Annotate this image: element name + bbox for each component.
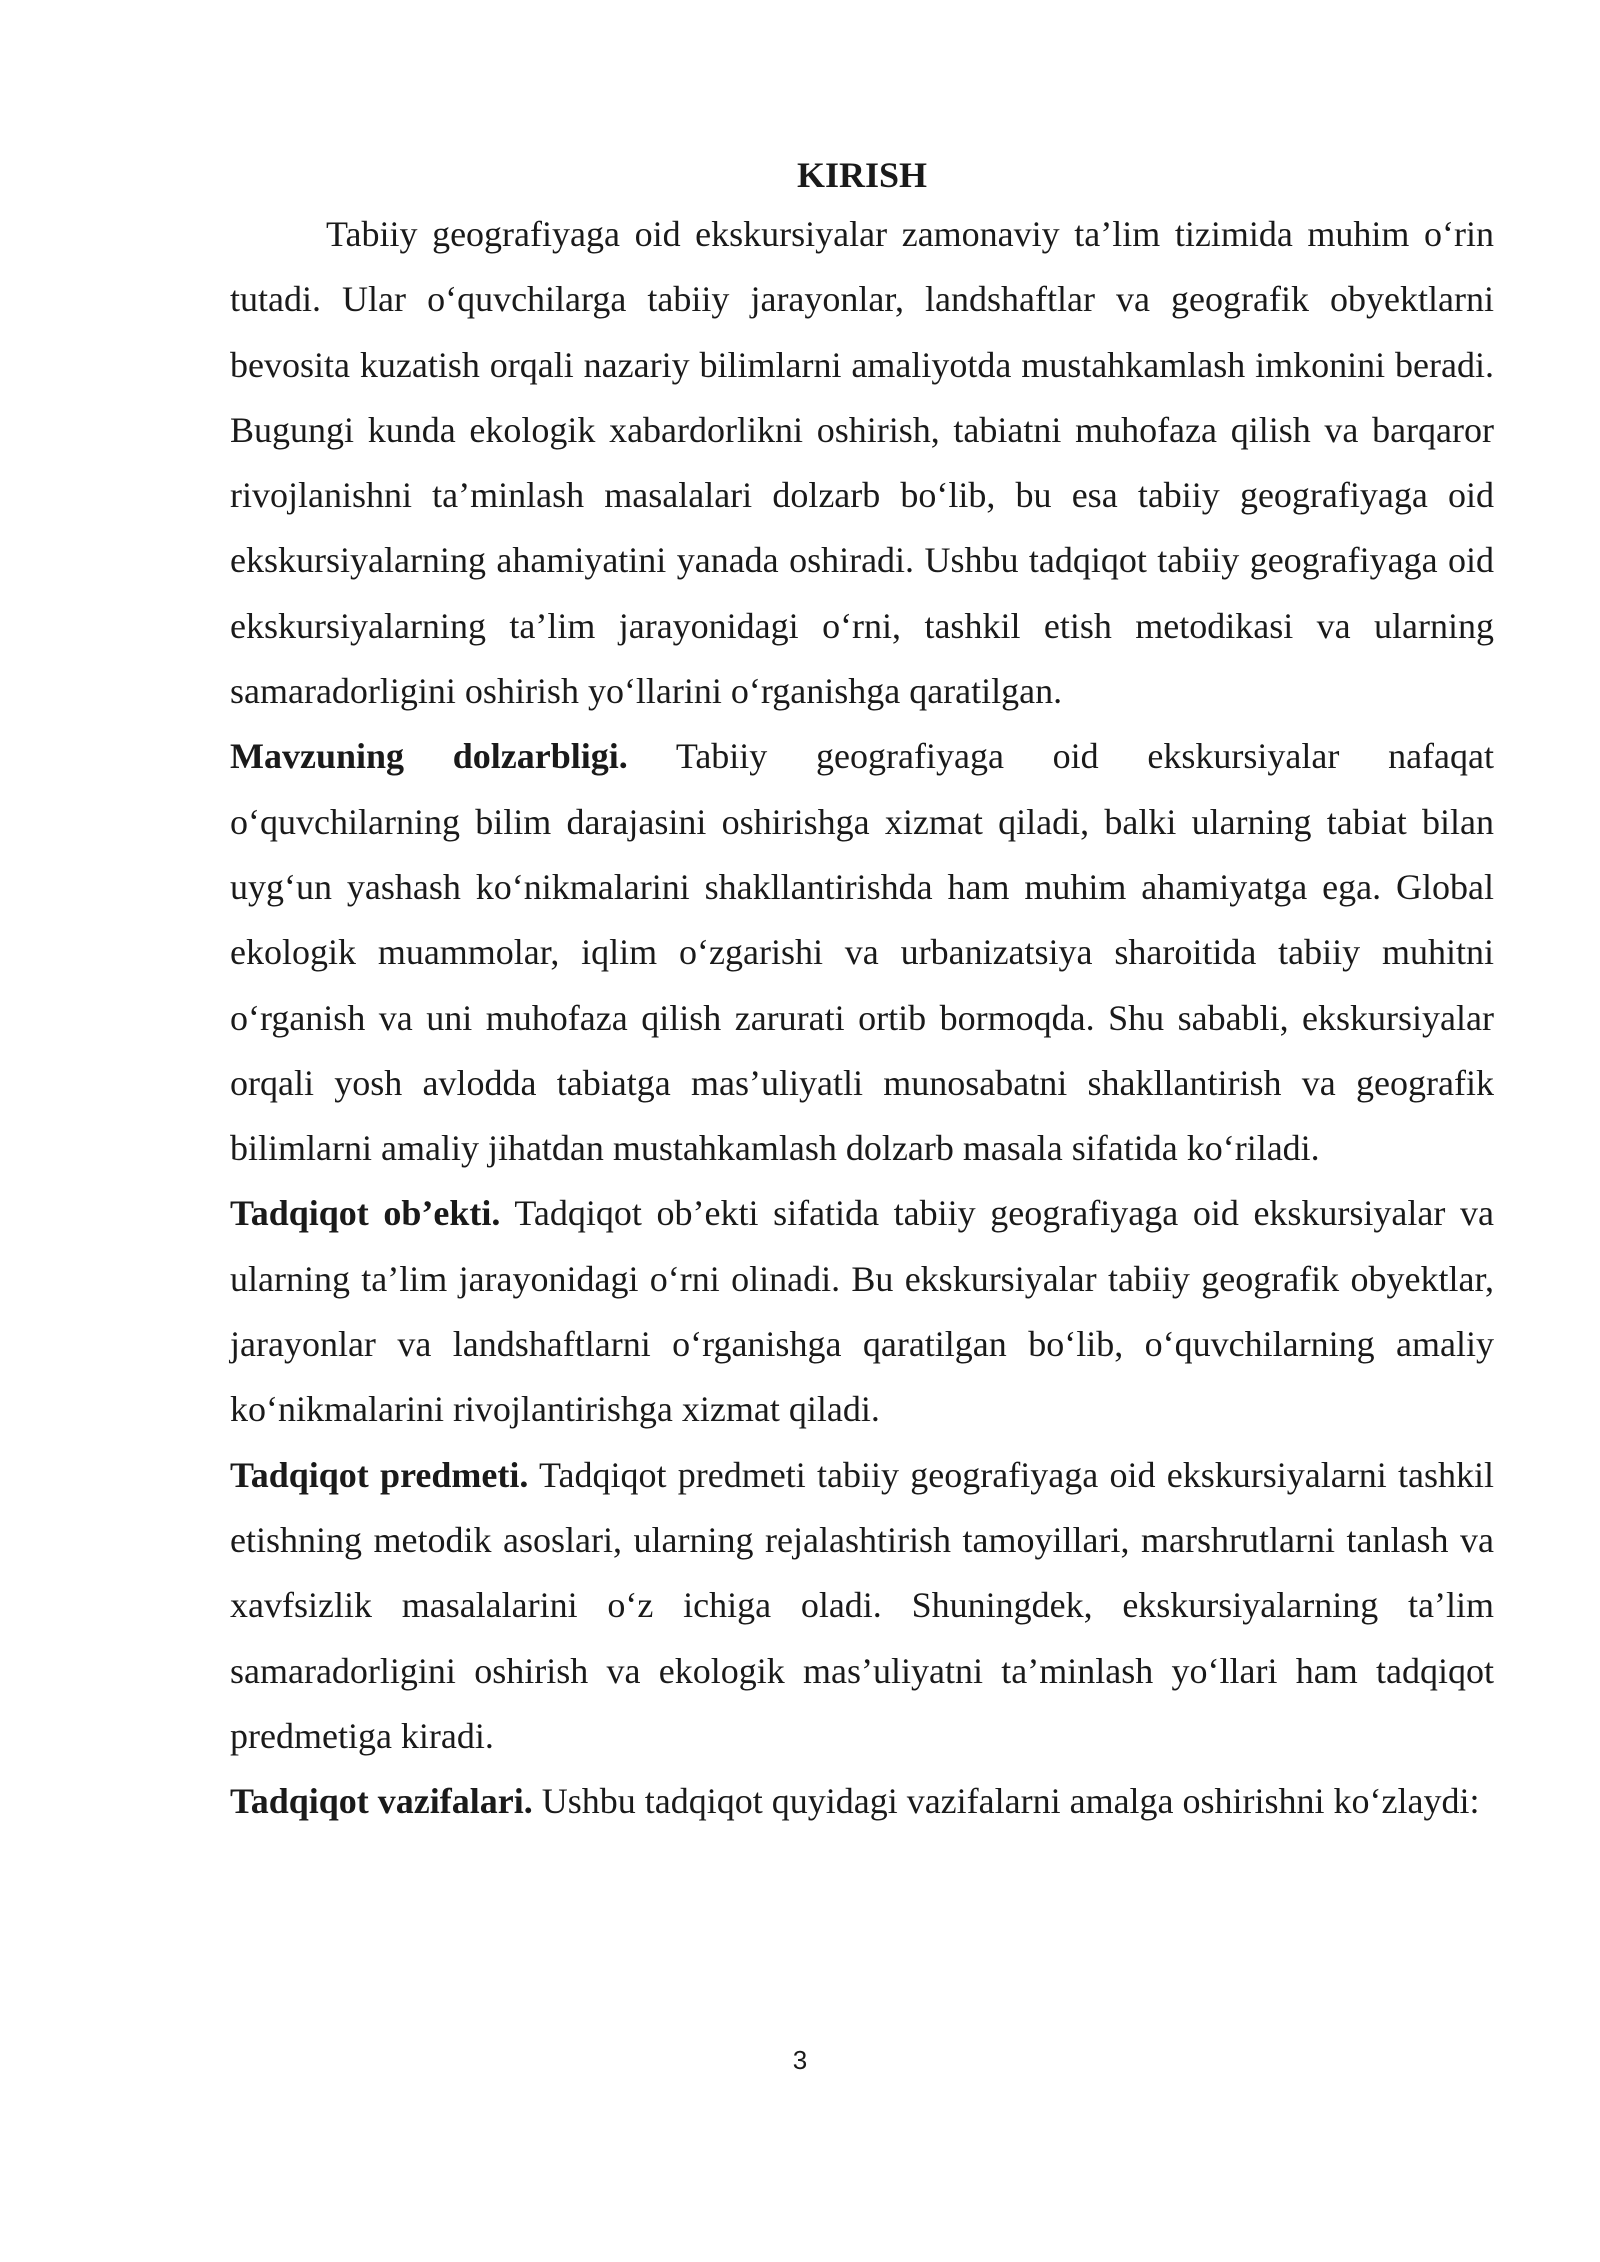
tasks-paragraph bbox=[230, 1769, 1494, 1834]
subject-paragraph bbox=[230, 1443, 1494, 1769]
object-text: Tadqiqot ob’ekti sifatida tabiiy geografiyaga oid ekskursiyalar va ularning ta’lim jarayonidagi o‘rni olinadi. Bu ekskursiyalar tabiiy geografik obyektlar, jarayonlar va landshaftlarni o‘rganishga qaratilgan bo‘lib, o‘quvchilarning amaliy ko‘nikmalarini rivojlantirishga xizmat qiladi. bbox=[230, 1193, 1494, 1430]
tasks-text: Ushbu tadqiqot quyidagi vazifalarni amalga oshirishni ko‘zlaydi: bbox=[532, 1781, 1480, 1822]
intro-paragraph: Tabiiy geografiyaga oid ekskursiyalar zamonaviy ta’lim tizimida muhim o‘rin tutadi. Ular o‘quvchilarga tabiiy jarayonlar, landshaftlar va geografik obyektlarni bevosita kuzatish orqali nazariy bilimlarni amaliyotda mustahkamlash imkonini beradi. Bugungi kunda ekologik xabardorlikni oshirish, tabiatni muhofaza qilish va barqaror rivojlanishni ta’minlash masalalari dolzarb bo‘lib, bu esa tabiiy geografiyaga oid ekskursiyalarning ahamiyatini yanada oshiradi. Ushbu tadqiqot tabiiy geografiyaga oid ekskursiyalarning ta’lim jarayonidagi o‘rni, tashkil etish metodikasi va ularning samaradorligini oshirish yo‘llarini o‘rganishga qaratilgan. bbox=[230, 214, 1494, 712]
subject-text: Tadqiqot predmeti tabiiy geografiyaga oid ekskursiyalarni tashkil etishning metodik asoslari, ularning rejalashtirish tamoyillari, marshrutlarni tanlash va xavfsizlik masalalarini o‘z ichiga oladi. Shuningdek, ekskursiyalarning ta’lim samaradorligini oshirish va ekologik mas’uliyatni ta’minlash yo‘llari ham tadqiqot predmetiga kiradi. bbox=[230, 1454, 1494, 1756]
relevance-label: Mavzuning dolzarbligi. bbox=[230, 736, 628, 777]
subject-label: Tadqiqot predmeti. bbox=[230, 1454, 529, 1495]
relevance-paragraph bbox=[230, 724, 1494, 1181]
page-content bbox=[230, 148, 1494, 1834]
tasks-label: Tadqiqot vazifalari. bbox=[230, 1781, 533, 1822]
object-paragraph bbox=[230, 1181, 1494, 1442]
section-heading: KIRISH bbox=[796, 155, 928, 195]
page-number: 3 bbox=[792, 2045, 808, 2075]
relevance-text: Tabiiy geografiyaga oid ekskursiyalar nafaqat o‘quvchilarning bilim darajasini oshirishga xizmat qiladi, balki ularning tabiat bilan uyg‘un yashash ko‘nikmalarini shakllantirishda ham muhim ahamiyatga ega. Global ekologik muammolar, iqlim o‘zgarishi va urbanizatsiya sharoitida tabiiy muhitni o‘rganish va uni muhofaza qilish zarurati ortib bormoqda. Shu sababli, ekskursiyalar orqali yosh avlodda tabiatga mas’uliyatli munosabatni shakllantirish va geografik bilimlarni amaliy jihatdan mustahkamlash dolzarb masala sifatida ko‘riladi. bbox=[230, 736, 1494, 1169]
object-label: Tadqiqot ob’ekti. bbox=[230, 1193, 501, 1234]
